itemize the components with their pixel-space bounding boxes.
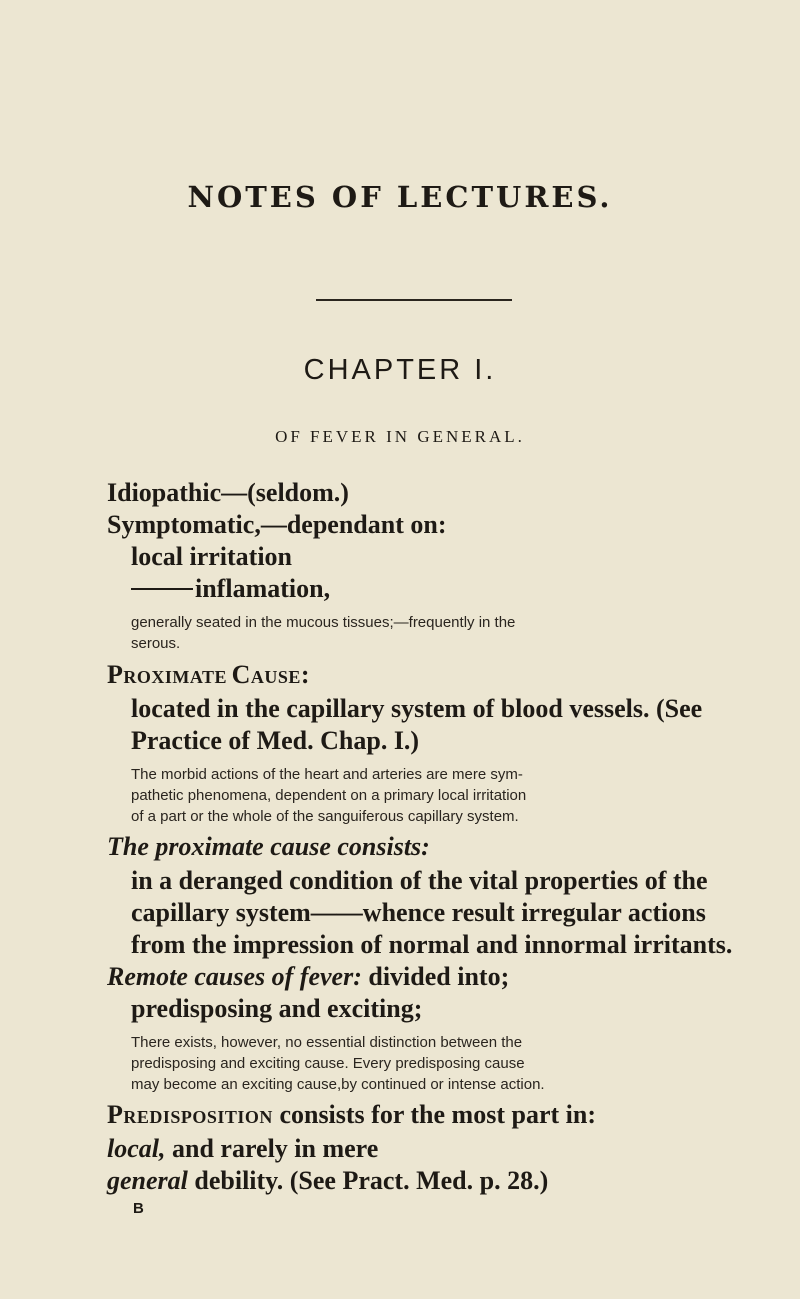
predisposition-tail: consists for the most part in: xyxy=(272,1100,596,1129)
line-practice-of-med: Practice of Med. Chap. I.) xyxy=(131,726,420,755)
signature-mark: B xyxy=(133,1200,144,1217)
local-rest: and rarely in mere xyxy=(165,1134,379,1163)
title-rule xyxy=(316,299,512,301)
line-remote-causes xyxy=(107,962,509,992)
heading-predisposition xyxy=(107,1100,596,1130)
cap-letter: C xyxy=(231,660,251,689)
line-local xyxy=(107,1134,378,1164)
line-local-irritation: local irritation xyxy=(131,542,293,571)
dash-mark xyxy=(131,588,193,590)
inflamation-text: inflamation, xyxy=(195,574,331,603)
small-caps: REDISPOSITION xyxy=(123,1107,273,1127)
note-1-line-1: generally seated in the mucous tissues;—frequently in the xyxy=(131,614,516,631)
line-impression: from the impression of normal and innormal irritants. xyxy=(131,930,733,959)
local-italic: local, xyxy=(107,1134,166,1163)
line-idiopathic: Idiopathic—(seldom.) xyxy=(107,478,349,507)
small-caps: AUSE xyxy=(250,667,301,687)
chapter-title: CHAPTER I. xyxy=(303,354,497,386)
general-italic: general xyxy=(107,1166,188,1195)
line-located: located in the capillary system of blood vessels. (See xyxy=(131,694,703,723)
general-rest: debility. (See Pract. Med. p. 28.) xyxy=(187,1166,549,1195)
note-3-line-2: predisposing and exciting cause. Every predisposing cause xyxy=(131,1055,525,1072)
line-capillary-system: capillary system——whence result irregular actions xyxy=(131,898,706,927)
cap-letter: P xyxy=(107,660,124,689)
note-2-line-3: of a part or the whole of the sanguiferous capillary system. xyxy=(131,808,519,825)
note-3-line-3: may become an exciting cause,by continued or intense action. xyxy=(131,1076,545,1093)
note-2-line-2: pathetic phenomena, dependent on a primary local irritation xyxy=(131,787,527,804)
note-3-line-1: There exists, however, no essential distinction between the xyxy=(131,1034,523,1051)
small-caps: ROXIMATE xyxy=(123,667,228,687)
remote-causes-italic: Remote causes of fever: xyxy=(107,962,362,991)
heading-proximate-cause xyxy=(107,660,310,690)
heading-proximate-consists: The proximate cause consists: xyxy=(107,832,430,861)
note-1-line-2: serous. xyxy=(131,635,181,652)
line-inflamation xyxy=(131,574,330,604)
note-2-line-1: The morbid actions of the heart and arteries are mere sym- xyxy=(131,766,523,783)
line-predisposing-exciting: predisposing and exciting; xyxy=(131,994,423,1023)
running-title: NOTES OF LECTURES. xyxy=(187,180,613,214)
line-general-debility xyxy=(107,1166,548,1196)
chapter-subtitle: OF FEVER IN GENERAL. xyxy=(275,427,525,446)
line-symptomatic: Symptomatic,—dependant on: xyxy=(107,510,447,539)
cap-letter: P xyxy=(107,1100,124,1129)
line-deranged: in a deranged condition of the vital properties of the xyxy=(131,866,708,895)
remote-causes-rest: divided into; xyxy=(361,962,510,991)
colon: : xyxy=(300,660,311,689)
